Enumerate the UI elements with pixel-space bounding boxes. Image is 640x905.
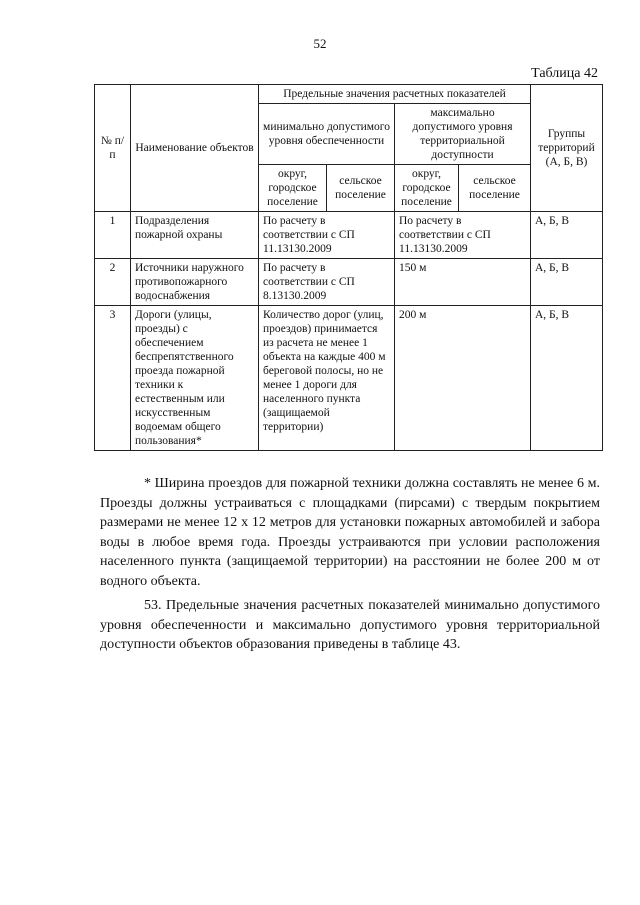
page-number: 52 xyxy=(313,36,327,51)
row-num: 1 xyxy=(95,212,131,259)
row-groups: А, Б, В xyxy=(531,212,603,259)
table-row xyxy=(95,212,603,259)
row-num: 2 xyxy=(95,259,131,306)
table-caption: Таблица 42 xyxy=(531,66,598,81)
table-row xyxy=(95,259,603,306)
row-max: 200 м xyxy=(395,306,531,451)
row-num: 3 xyxy=(95,306,131,451)
header-min: минимально допустимого уровня обеспеченности xyxy=(259,104,395,165)
table-footnote: * Ширина проездов для пожарной техники должна составлять не менее 6 м. Проезды должны устраиваться с площадками (пирсами) с твердым покрытием размерами не менее 12 x 12 метров для установки пожарных автомобилей и забора воды в любое время года. Проезды устраиваются при условии расположения населенного пункта (защищаемой территории) на расстоянии не более 200 м от водного объекта. xyxy=(100,476,600,589)
header-min-urban: округ, городское поселение xyxy=(259,165,327,212)
row-max: По расчету в соответствии с СП 11.13130.2009 xyxy=(395,212,531,259)
row-min: Количество дорог (улиц, проездов) принимается из расчета не менее 1 объекта на каждые 400 м береговой полосы, но не менее 1 дороги для населенного пункта (защищаемой территории) xyxy=(259,306,395,451)
header-max-urban: округ, городское поселение xyxy=(395,165,459,212)
header-min-rural: сельское поселение xyxy=(327,165,395,212)
header-limits: Предельные значения расчетных показателей xyxy=(259,85,531,104)
header-max-rural: сельское поселение xyxy=(459,165,531,212)
header-num: № п/п xyxy=(95,85,131,212)
row-groups: А, Б, В xyxy=(531,306,603,451)
table-row xyxy=(95,306,603,451)
row-min: По расчету в соответствии с СП 8.13130.2009 xyxy=(259,259,395,306)
row-max: 150 м xyxy=(395,259,531,306)
header-max: максимально допустимого уровня территориальной доступности xyxy=(395,104,531,165)
row-name: Подразделения пожарной охраны xyxy=(131,212,259,259)
header-name: Наименование объектов xyxy=(131,85,259,212)
header-groups: Группы территорий (А, Б, В) xyxy=(531,85,603,212)
row-name: Дороги (улицы, проезды) с обеспечением беспрепятственного проезда пожарной техники к естественным или искусственным водоемам общего пользования* xyxy=(131,306,259,451)
paragraph-53: 53. Предельные значения расчетных показателей минимально допустимого уровня обеспеченности и максимально допустимого уровня территориальной доступности объектов образования приведены в таблице 43. xyxy=(100,598,600,652)
row-groups: А, Б, В xyxy=(531,259,603,306)
row-name: Источники наружного противопожарного водоснабжения xyxy=(131,259,259,306)
row-min: По расчету в соответствии с СП 11.13130.2009 xyxy=(259,212,395,259)
indicators-table xyxy=(94,84,603,451)
